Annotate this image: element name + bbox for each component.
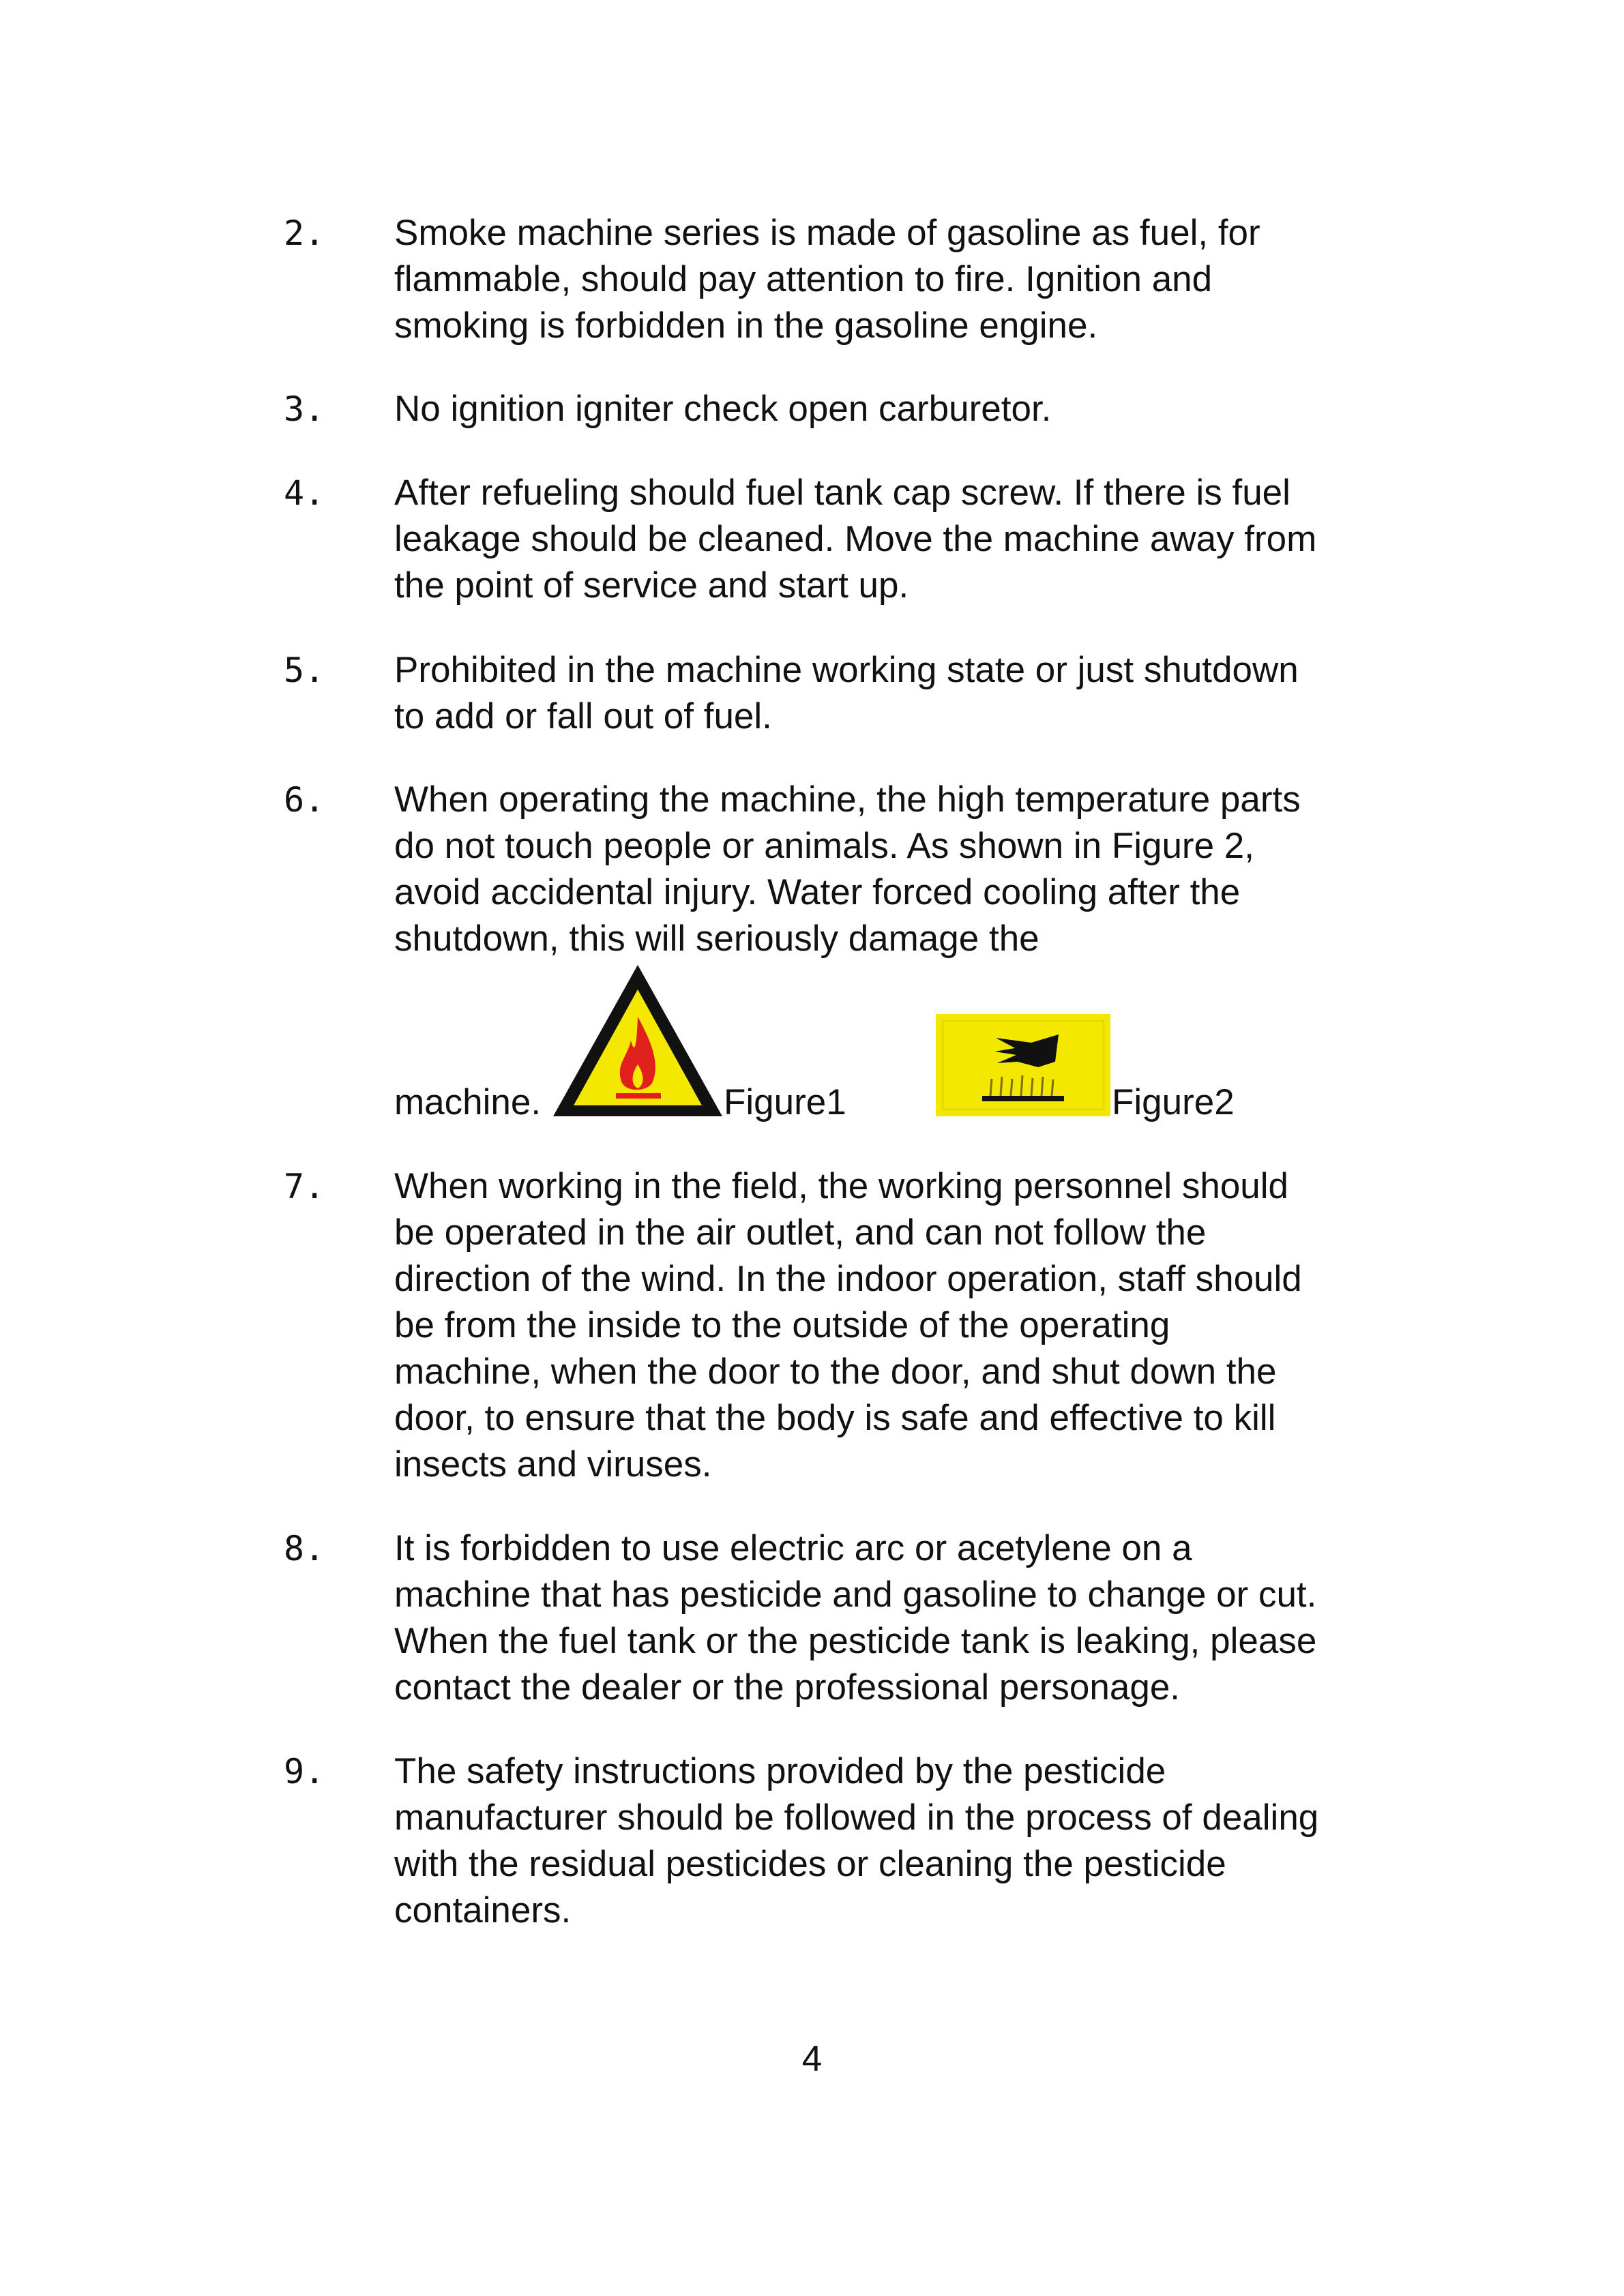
item-text xyxy=(394,210,1260,349)
item-number: 3. xyxy=(284,389,325,429)
text-line: smoking is forbidden in the gasoline engine. xyxy=(394,305,1098,346)
item-number: 8. xyxy=(284,1529,325,1568)
item-number: 9. xyxy=(284,1752,325,1791)
text-line: direction of the wind. In the indoor operation, staff should xyxy=(394,1259,1302,1299)
text-line: insects and viruses. xyxy=(394,1444,712,1485)
text-line: After refueling should fuel tank cap screw. If there is fuel xyxy=(394,473,1290,513)
page-number: 4 xyxy=(801,2039,823,2079)
item-number: 6. xyxy=(284,780,325,820)
item-text xyxy=(394,647,1299,740)
text-line: manufacturer should be followed in the process of dealing xyxy=(394,1798,1319,1838)
text-line: containers. xyxy=(394,1890,572,1930)
item-text xyxy=(394,470,1316,609)
text-line: do not touch people or animals. As shown in Figure 2, xyxy=(394,826,1254,866)
text-line: with the residual pesticides or cleaning the pesticide xyxy=(394,1844,1226,1884)
text-line: shutdown, this will seriously damage the xyxy=(394,919,1039,959)
text-line: to add or fall out of fuel. xyxy=(394,696,772,736)
text-line: be operated in the air outlet, and can not follow the xyxy=(394,1212,1207,1253)
text-line: the point of service and start up. xyxy=(394,565,909,606)
text-line: The safety instructions provided by the pesticide xyxy=(394,1751,1166,1791)
text-line: flammable, should pay attention to fire. Ignition and xyxy=(394,259,1213,299)
item-number: 2. xyxy=(284,213,325,253)
text-line: No ignition igniter check open carburetor. xyxy=(394,389,1052,429)
item-number: 4. xyxy=(284,473,325,513)
item-text xyxy=(394,1748,1318,1934)
text-line: avoid accidental injury. Water forced cooling after the xyxy=(394,872,1241,912)
item-number: 7. xyxy=(284,1167,325,1206)
text-line: Smoke machine series is made of gasoline as fuel, for xyxy=(394,213,1260,253)
item-text xyxy=(394,1163,1302,1488)
text-line: When operating the machine, the high temperature parts xyxy=(394,779,1301,820)
text-line: be from the inside to the outside of the operating xyxy=(394,1305,1170,1345)
text-line: When the fuel tank or the pesticide tank is leaking, please xyxy=(394,1621,1317,1661)
figure2-caption: Figure2 xyxy=(1112,1082,1235,1122)
text-line: It is forbidden to use electric arc or acetylene on a xyxy=(394,1528,1192,1568)
text-line: door, to ensure that the body is safe and effective to kill xyxy=(394,1398,1276,1438)
text-line: When working in the field, the working personnel should xyxy=(394,1166,1289,1206)
text-line: machine that has pesticide and gasoline to change or cut. xyxy=(394,1575,1317,1615)
text-line: contact the dealer or the professional personage. xyxy=(394,1667,1181,1708)
item-text xyxy=(394,1525,1316,1711)
hot-surface-warning-icon xyxy=(936,1014,1110,1116)
flammable-warning-icon xyxy=(550,962,725,1119)
item-text xyxy=(394,777,1301,962)
figure1-caption: Figure1 xyxy=(724,1082,846,1122)
text-line: leakage should be cleaned. Move the machine away from xyxy=(394,519,1317,559)
item-number: 5. xyxy=(284,651,325,690)
text-line: Prohibited in the machine working state or just shutdown xyxy=(394,650,1299,690)
figure-line-lead: machine. xyxy=(394,1082,542,1122)
item-text xyxy=(394,386,1051,432)
text-line: machine, when the door to the door, and shut down the xyxy=(394,1352,1277,1392)
